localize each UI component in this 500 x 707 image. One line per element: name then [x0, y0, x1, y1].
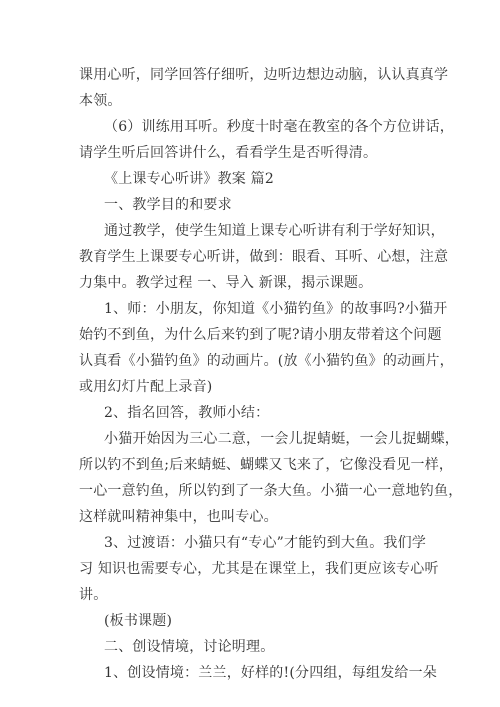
section-heading: 二、创设情境，讨论明理。: [104, 639, 275, 655]
text-line: 本领。: [79, 93, 122, 109]
text-line: 通过教学，使学生知道上课专心听讲有利于学好知识，: [104, 223, 445, 239]
text-line: 课用心听，同学回答仔细听，边听边想边动脑，认认真真学: [79, 67, 449, 83]
text-line: 所以钓不到鱼;后来蜻蜓、蝴蝶又飞来了，它像没看见一样，: [79, 457, 454, 473]
text-line: 1、师：小朋友，你知道《小猫钓鱼》的故事吗?小猫开: [104, 301, 448, 317]
section-title: 《上课专心听讲》教案 篇2: [104, 171, 274, 187]
text-line: 小猫开始因为三心二意，一会儿捉蜻蜓，一会儿捉蝴蝶，: [104, 431, 459, 447]
text-line: 力集中。教学过程 一、导入 新课，揭示课题。: [79, 275, 373, 291]
text-line: 始钓不到鱼，为什么后来钓到了呢?请小朋友带着这个问题: [79, 327, 442, 343]
text-line: 教育学生上课要专心听讲，做到：眼看、耳听、心想，注意: [79, 249, 449, 265]
text-line: 2、指名回答，教师小结：: [104, 405, 270, 421]
text-line: 讲。: [79, 587, 108, 603]
text-line: 或用幻灯片配上录音): [79, 379, 213, 395]
text-line: 3、过渡语：小猫只有“专心”才能钓到大鱼。我们学: [104, 535, 427, 551]
text-line: 这样就叫精神集中，也叫专心。: [79, 509, 278, 525]
text-line: 认真看《小猫钓鱼》的动画片。(放《小猫钓鱼》的动画片，: [79, 353, 454, 369]
text-line: 请学生听后回答讲什么，看看学生是否听得清。: [79, 145, 378, 161]
section-heading: 一、教学目的和要求: [104, 197, 232, 213]
text-line: (板书课题): [104, 613, 173, 629]
text-line: （6）训练用耳听。秒度十时毫在教室的各个方位讲话，: [104, 119, 454, 135]
text-line: 一心一意钓鱼，所以钓到了一条大鱼。小猫一心一意地钓鱼，: [79, 483, 463, 499]
text-line: 1、创设情境：兰兰，好样的!(分四组，每组发给一朵: [104, 665, 437, 681]
text-line: 习 知识也需要专心，尤其是在课堂上，我们更应该专心听: [79, 561, 439, 577]
